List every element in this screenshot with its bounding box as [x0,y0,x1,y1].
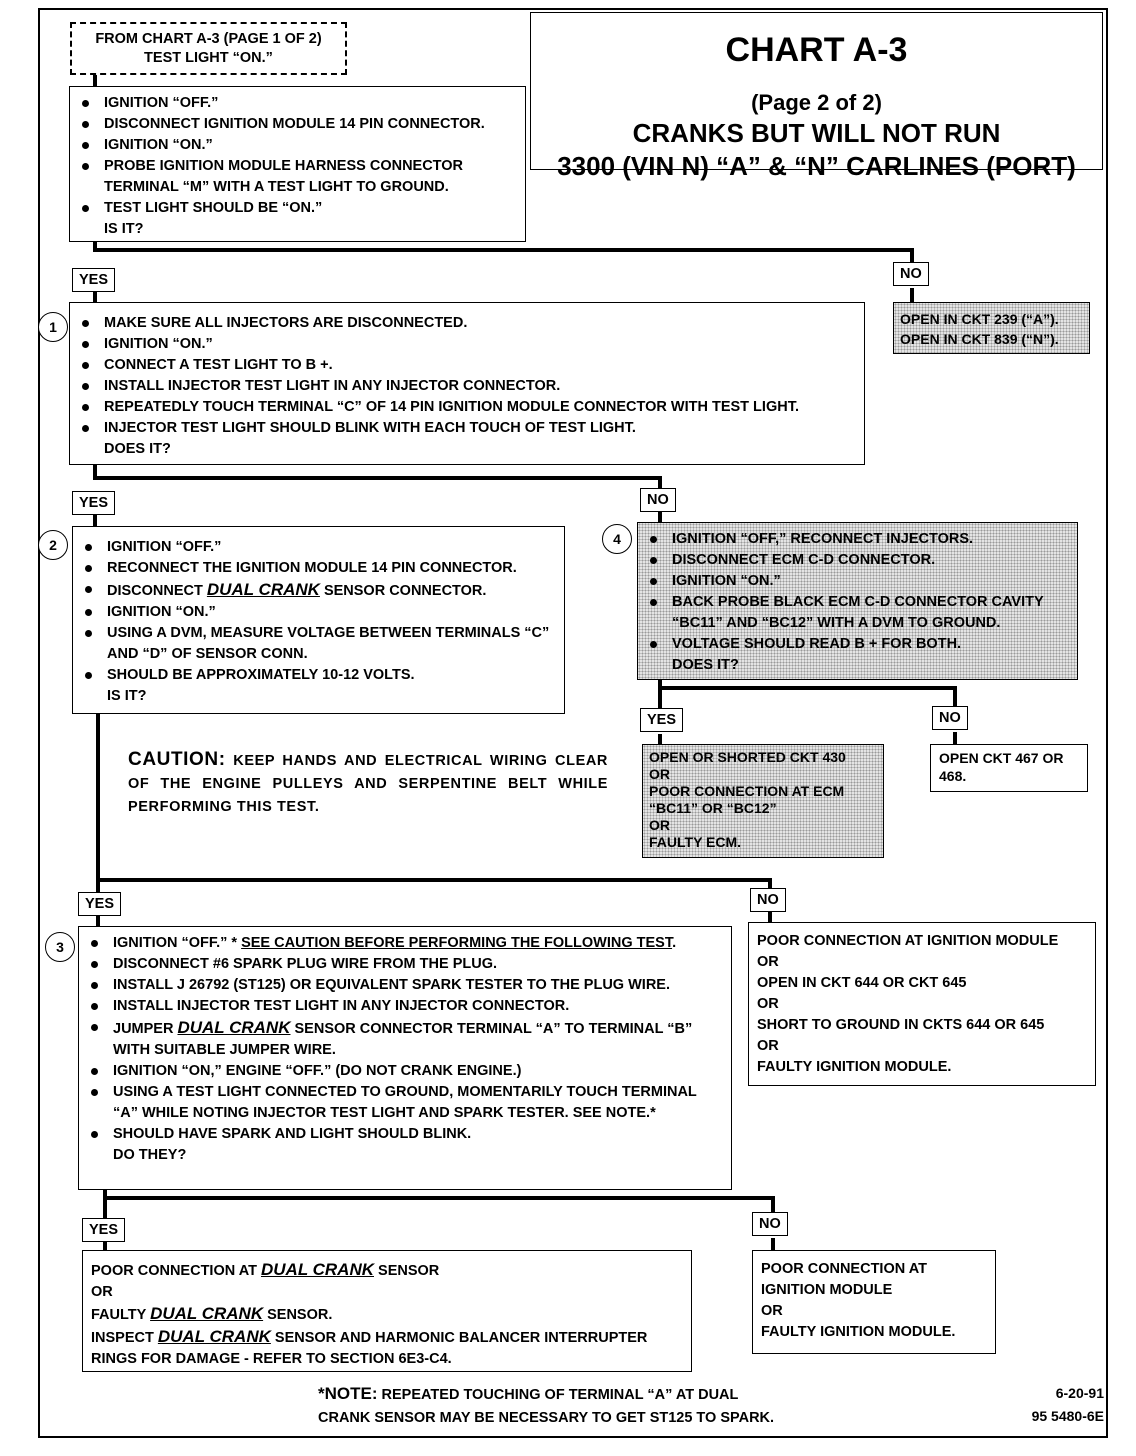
step-3-no-result [752,1250,996,1354]
step-text: SENSOR CONNECTOR. [319,583,487,599]
result-line: FAULTY IGNITION MODULE. [757,1059,952,1075]
footnote-line-2: CRANK SENSOR MAY BE NECESSARY TO GET ST125 TO SPARK. [318,1410,775,1426]
list-item: DISCONNECT #6 SPARK PLUG WIRE FROM THE PLUG. [87,954,723,975]
list-item: USING A TEST LIGHT CONNECTED TO GROUND, MOMENTARILY TOUCH TERMINAL “A” WHILE NOTING INJECTOR TEST LIGHT AND SPARK TESTER. SEE NOTE.* [87,1082,723,1124]
yes-label: YES [78,892,121,916]
list-item: REPEATEDLY TOUCH TERMINAL “C” OF 14 PIN IGNITION MODULE CONNECTOR WITH TEST LIGHT. [78,397,856,418]
step-3-steps [87,933,723,1145]
result-line: POOR CONNECTION AT [761,1261,927,1277]
result-text: INSPECT [91,1330,158,1346]
chart-title: CHART A-3 [725,31,908,69]
result-text: FAULTY [91,1307,151,1323]
list-item: SHOULD HAVE SPARK AND LIGHT SHOULD BLINK. [87,1124,723,1145]
result-line [91,1326,683,1370]
result-line: OPEN IN CKT 239 (“A”). [900,311,1059,327]
list-item [87,933,723,954]
step-number-1: 1 [38,312,68,342]
list-item: VOLTAGE SHOULD READ B + FOR BOTH. [646,634,1069,655]
result-line: OR [649,817,670,833]
entry-box [70,22,347,75]
result-line: OPEN OR SHORTED CKT 430 [649,749,846,765]
result-line: FAULTY IGNITION MODULE. [761,1324,956,1340]
step-text: DISCONNECT [107,583,207,599]
list-item: IGNITION “OFF,” RECONNECT INJECTORS. [646,529,1069,550]
step-number-2: 2 [38,530,68,560]
caution-note [128,748,608,819]
step-1-box [69,302,865,465]
yes-label: YES [72,491,115,515]
result-line: OPEN IN CKT 839 (“N”). [900,331,1059,347]
step-3-box [78,926,732,1190]
entry-line-2: TEST LIGHT “ON.” [144,50,273,66]
entry-line-1: FROM CHART A-3 (PAGE 1 OF 2) [95,31,322,47]
list-item: INSTALL J 26792 (ST125) OR EQUIVALENT SPARK TESTER TO THE PLUG WIRE. [87,975,723,996]
step-4-box [637,522,1078,680]
result-line: “BC11” OR “BC12” [649,800,777,816]
no-label: NO [640,488,676,512]
step-2-box [72,526,565,714]
list-item: INJECTOR TEST LIGHT SHOULD BLINK WITH EACH TOUCH OF TEST LIGHT. [78,418,856,439]
question: DOES IT? [104,441,171,457]
result-line: POOR CONNECTION AT IGNITION MODULE [757,933,1059,949]
emphasis-text: DUAL CRANK [157,1327,271,1346]
connector-step1-split [95,465,660,488]
step-3-yes-result [82,1250,692,1372]
list-item: IGNITION “ON.” [78,334,856,355]
footnote-line-1 [318,1382,774,1407]
list-item: IGNITION “ON,” ENGINE “OFF.” (DO NOT CRANK ENGINE.) [87,1061,723,1082]
step-text: IGNITION “OFF.” * [113,935,242,951]
step-number-3: 3 [45,932,75,962]
open-circuit-result [893,302,1090,354]
list-item: IGNITION “ON.” [81,602,556,623]
emphasis-text: DUAL CRANK [177,1018,291,1037]
result-line: OR [91,1284,113,1300]
list-item: PROBE IGNITION MODULE HARNESS CONNECTOR TERMINAL “M” WITH A TEST LIGHT TO GROUND. [78,156,517,198]
emphasis-text: SEE CAUTION BEFORE PERFORMING THE FOLLOWING TEST [241,935,673,951]
step-4-steps [646,529,1069,655]
yes-label: YES [640,708,683,732]
yes-label: YES [82,1218,125,1242]
step-text: SENSOR CONNECTOR TERMINAL “A” TO TERMINAL “B” WITH SUITABLE JUMPER WIRE. [113,1021,693,1058]
caution-text: KEEP HANDS AND ELECTRICAL WIRING CLEAR OF THE ENGINE PULLEYS AND SERPENTINE BELT WHILE PERFORMING THIS TEST. [128,753,608,815]
initial-check-box [69,86,526,242]
list-item: IGNITION “OFF.” [78,93,517,114]
emphasis-text: DUAL CRANK [150,1304,264,1323]
result-line: FAULTY ECM. [649,834,742,850]
chart-subtitle-engine: 3300 (VIN N) “A” & “N” CARLINES (PORT) [557,151,1076,181]
chart-subtitle: CRANKS BUT WILL NOT RUN [632,118,1001,148]
list-item: IGNITION “ON.” [646,571,1069,592]
list-item [81,579,556,602]
list-item: SHOULD BE APPROXIMATELY 10-12 VOLTS. [81,665,556,686]
document-code: 95 5480-6E [1031,1408,1104,1424]
caution-heading: CAUTION: [128,749,226,770]
result-line: OPEN IN CKT 644 OR CKT 645 [757,975,967,991]
result-line: OR [757,1038,779,1054]
step-2-steps [81,537,556,686]
step-4-yes-result [642,744,884,858]
emphasis-text: DUAL CRANK [206,580,320,599]
list-item: CONNECT A TEST LIGHT TO B +. [78,355,856,376]
list-item: DISCONNECT IGNITION MODULE 14 PIN CONNECTOR. [78,114,517,135]
footnote-text: REPEATED TOUCHING OF TERMINAL “A” AT DUAL [381,1387,739,1403]
no-label: NO [932,706,968,730]
result-text: SENSOR. [263,1307,333,1323]
document-footer [1018,1382,1104,1428]
step-number-4: 4 [602,524,632,554]
result-line: IGNITION MODULE [761,1282,893,1298]
result-text: POOR CONNECTION AT [91,1263,261,1279]
list-item [87,1017,723,1061]
footnote [318,1382,774,1430]
result-text: SENSOR [374,1263,440,1279]
list-item: RECONNECT THE IGNITION MODULE 14 PIN CONNECTOR. [81,558,556,579]
list-item: IGNITION “ON.” [78,135,517,156]
no-label: NO [750,888,786,912]
no-label: NO [893,262,929,286]
list-item: TEST LIGHT SHOULD BE “ON.” [78,198,517,219]
chart-title-box [530,12,1103,181]
connector-step3-split [105,1190,773,1212]
result-line: OR [761,1303,783,1319]
connector-box1-split [95,242,912,262]
result-line [91,1303,683,1326]
result-line [91,1259,683,1282]
step-4-no-result [930,744,1088,792]
result-text: SENSOR AND HARMONIC BALANCER INTERRUPTER RINGS FOR DAMAGE - REFER TO SECTION 6E3-C4. [91,1330,648,1367]
result-line: 468. [939,768,967,784]
step-text: JUMPER [113,1021,178,1037]
question: IS IT? [104,221,144,237]
list-item: INSTALL INJECTOR TEST LIGHT IN ANY INJECTOR CONNECTOR. [87,996,723,1017]
list-item: INSTALL INJECTOR TEST LIGHT IN ANY INJECTOR CONNECTOR. [78,376,856,397]
connector-step4-split-no [660,680,955,706]
emphasis-text: DUAL CRANK [260,1260,374,1279]
list-item: DISCONNECT ECM C-D CONNECTOR. [646,550,1069,571]
question: DO THEY? [113,1147,187,1163]
no-label: NO [752,1212,788,1236]
footnote-heading: *NOTE: [318,1384,378,1403]
list-item: IGNITION “OFF.” [81,537,556,558]
result-line: SHORT TO GROUND IN CKTS 644 OR 645 [757,1017,1045,1033]
result-line: OR [757,954,779,970]
list-item: USING A DVM, MEASURE VOLTAGE BETWEEN TERMINALS “C” AND “D” OF SENSOR CONN. [81,623,556,665]
list-item: MAKE SURE ALL INJECTORS ARE DISCONNECTED. [78,313,856,334]
yes-label: YES [72,268,115,292]
result-line: OR [649,766,670,782]
question: IS IT? [107,688,147,704]
revision-date: 6-20-91 [1055,1385,1104,1401]
list-item: BACK PROBE BLACK ECM C-D CONNECTOR CAVITY “BC11” AND “BC12” WITH A DVM TO GROUND. [646,592,1069,634]
initial-check-steps [78,93,517,219]
result-line: OPEN CKT 467 OR [939,750,1064,766]
question: DOES IT? [672,657,739,673]
result-line: OR [757,996,779,1012]
step-text: . [672,935,677,951]
chart-page-indicator: (Page 2 of 2) [751,90,882,115]
step-2-no-result [748,922,1096,1086]
step-1-steps [78,313,856,439]
result-line: POOR CONNECTION AT ECM [649,783,845,799]
